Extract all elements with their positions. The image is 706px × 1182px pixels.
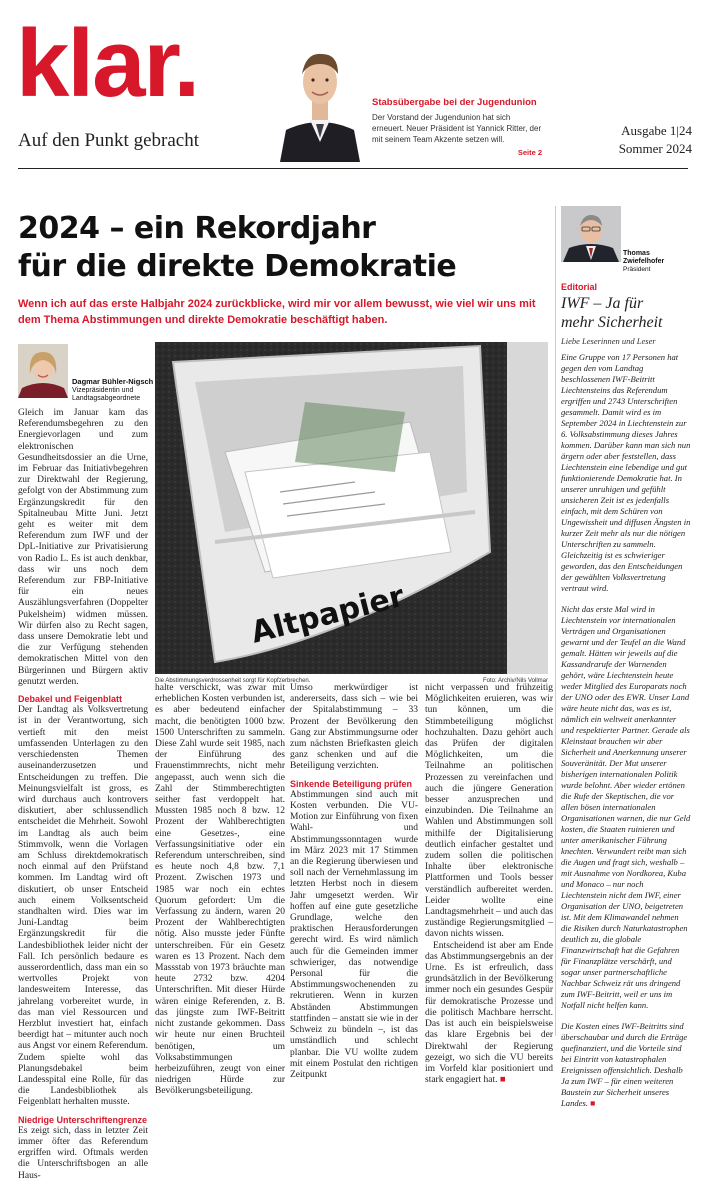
paragraph [561,1021,691,1109]
logo: klar. [16,10,199,117]
editorial-author-photo [561,206,621,262]
article-photo [155,342,548,674]
paragraph: Nicht das erste Mal wird in Liechtenstein vor internationalen Verträgen und Organisationen gewarnt und der Teufel an die Wand gemalt. Hätten wir jeweils auf die Kassandrarufe der Warnenden gehört, wäre Liechtenstein heute weder Mitglied des Europarats noch der UNO oder des EWR. Unser Land wäre heute nicht das, was es ist, nämlich ein weltweit anerkannter und respektierter Partner. Gerade als Kleinstaat brauchen wir aber Sicherheit und Anerkennung unserer Souveränität. Der Mut unserer bisherigen internationalen Politik wurde belohnt. Aber wieder ertönen die Rufe der Skeptischen, die vor allen bösen internationalen Organisationen warnen, die nur Geld kosten, die Staaten ruinieren und unter amerikanischer Führung knechten. Verwundert reibt man sich die Augen und fragt sich, weshalb – mit Ausnahme von Nordkorea, Kuba und Monaco – nur noch Liechtenstein nicht dem IWF, einer Organisation der UNO, beigetreten ist. Mit dem Klimawandel nehmen die Risiken durch Naturkatastrophen deutlich zu, die globale Finanzwirtschaft hat die Gefahren für Finanzplätze verschärft, und sogar unser partnerschaftliche Nachbar Schweiz rät uns dringend zum IWF-Beitritt, weil er uns im Notfall nicht helfen kann. [561,604,691,1010]
paragraph-text: Entscheidend ist aber am Ende das Abstimmungsergebnis an der Urne. Es ist erfreulich, dass grundsätzlich in der Bevölkerung immer noch ein gesundes Gespür für demokratische Prozesse und die politisch Machbare herrscht. Das ist auch ein beispielsweise das klare Ergebnis bei der Direktwahl der Regierung gezeigt, wo sich die VU bereits im Vorfeld klar positioniert und stark engagiert hat. [425,940,553,1086]
end-mark: ■ [499,1075,506,1086]
article-column-4 [425,683,553,1086]
teaser-box[interactable] [372,97,542,157]
paragraph: Abstimmungen sind auch mit Kosten verbunden. Die VU-Motion zur Einführung von fixen Wahl- und Abstimmungssonntagen wurde im März 2023 mit 17 Stimmen an die Regierung überwiesen und soll nach der Vernehmlassung im letzten Herbst noch in diesem Jahr umgesetzt werden. Wir hoffen auf eine gute gesetzliche Grundlage, welche den praktischen Herausforderungen gerecht wird. Es wird nämlich auch für die Gemeinden immer schwieriger, das notwendige Personal für die Abstimmungswochenenden zu rekrutieren. Wenn in kurzen Abständen Abstimmungen stattfinden – anstatt sie wie in der Schweiz zu bündeln –, ist das umständlich und schlecht planbar. Die VU wollte zudem mit einem Postulat den richtigen Zeitpunkt [290,789,418,1080]
author-name: Dagmar Bühler-Nigsch [72,377,154,386]
article-title [18,210,548,286]
article-title-line2: für die direkte Demokratie [18,249,457,284]
editorial-author-name: Thomas Zwiefelhofer [623,250,665,265]
author-caption [72,378,153,403]
editorial-title [561,294,691,332]
article-author [18,344,158,400]
author-role-1: Vizepräsidentin und [72,387,134,394]
author-role-2: Landtagsabgeordnete [72,395,141,402]
article-column-1 [18,408,148,1182]
article-column-2 [155,683,285,1098]
issue-info [592,122,692,158]
caption-text: Die Abstimmungsverdrossenheit sorgt für Kopfzerbrechen. [155,678,311,684]
editorial-label: Editorial [561,282,598,292]
editorial-title-line1: IWF – Ja für [561,295,644,312]
paragraph: Gleich im Januar kam das Referendumsbegehren zu den Energievorlagen und zum elektronischen Gesundheitsdossier an die Urne, im Februar das Initiativbegehren zur Direktwahl der Regierung, gefolgt von der Abstimmung zum Ergänzungskredit für den Spitalneubau Mitte Juni. Jetzt geht es weiter mit dem Referendum zum IWF und der DpL-Initiative zur Privatisierung von Radio L. Es ist auch denkbar, dass wir uns noch dem Referendum zur FBP-Initiative für ein neues Auszählungsverfahren (Doppelter Pukelsheim) widmen müssen. Wir dürfen also zu Recht sagen, dass unsere Demokratie lebt und die zur Verfügung stehenden demokratischen Mittel von den Bürgerinnen und Bürgern aktiv genutzt werden. [18,408,148,687]
end-mark: ■ [590,1098,596,1108]
article-title-line1: 2024 – ein Rekordjahr [18,211,376,246]
paragraph [425,941,553,1087]
subheading-beteiligung: Sinkende Beteiligung prüfen [290,778,413,789]
paragraph: halte verschickt, was zwar mit erheblichen Kosten verbunden ist, es aber bedeutend einfacher macht, die benötigten 1000 bzw. 1500 Unterschriften zu sammeln. Diese Zahl wurde seit 1985, nach der Einführung des Frauenstimmrechts, nicht mehr angepasst, auch wenn sich die Zahl der Stimmberechtigten seither fast verdoppelt hat. Mussten 1985 noch 8 bzw. 12 Prozent der Wahlberechtigten eine Gesetzes-, eine Verfassungsinitiative oder ein Referendum unterschreiben, sind es heute noch 4,8 bzw. 7,1 Prozent. Zwischen 1973 und 1985 war noch ein echtes Quorum gefordert: Um die Verfassung zu ändern, waren 20 Prozent der Wahlberechtigten nötig. Also musste jeder Fünfte unterschreiben. Für ein Gesetz waren es 13 Prozent. Nach dem Massstab von 1973 bräuchte man heute 2732 bzw. 4204 Unterschriften. Mit dieser Hürde wären einige Referenden, z. B. das jüngste zum IWF-Beitritt nicht zustande gekommen. Dass wir heute nur einen Bruchteil benötigen, um Volksabstimmungen herbeizuführen, zeugt von einer niedrigen Hürde zur Bevölkerungsbeteiligung. [155,683,285,1097]
paragraph: Eine Gruppe von 17 Personen hat gegen den vom Landtag beschlossenen IWF-Beitritt Liechtensteins das Referendum ergriffen und 2743 Unterschriften gesammelt. Damit wird es im September 2024 in Liechtenstein zur 6. Volksabstimmung dieses Jahres kommen. Darüber kann man sich nun ärgern oder aber feststellen, dass Liechtenstein eine lebendige und gut funktionierende Demokratie hat. In unserer unruhigen und gefühlt unsicheren Zeit ist es jedenfalls einfach, mit dem Schüren von Ungewissheit und diffusen Ängsten in kurzer Zeit mehr als nur die nötigen Unterschriften zu sammeln. Gleichzeitig ist es schwieriger geworden, das den Entscheidungen der gewählten Volksvertretung vertraut wird. [561,352,691,593]
photo-credit: Foto: Archiv/Nils Vollmar [482,678,548,684]
tagline: Auf den Punkt gebracht [18,130,199,151]
subheading-debakel: Debakel und Feigenblatt [18,694,123,705]
editorial-author-role: Präsident [623,266,651,273]
article-column-3 [290,683,418,1081]
editorial-title-line2: mehr Sicherheit [561,314,663,331]
teaser-text: Der Vorstand der Jugendunion hat sich erneuert. Neuer Präsident ist Yannick Ritter, der mit seinem Team Akzente setzen will. [372,113,542,144]
editorial-author-caption [623,250,691,274]
issue-number: Ausgabe 1|24 [621,123,692,138]
teaser-headline: Stabsübergabe bei der Jugendunion [372,97,537,108]
subheading-unterschriften: Niedrige Unterschriftengrenze [18,1114,148,1125]
paragraph: Der Landtag als Volksvertretung ist in der Verantwortung, sich vertieft mit den meist umfassenden Unterlagen zu den verschiedensten Themen auseinanderzusetzen und Entscheidungen zu treffen. Die Meinungsvielfalt ist gross, es wird durchaus auch kontrovers diskutiert, aber schlussendlich entscheidet die Mehrheit. Sowohl im Landtag als auch beim Stimmvolk, wenn die Vorlagen am Schluss direktdemokratisch noch einmal auf den Prüfstand kommen. Im Landtag wird oft diskutiert, ob unser Entscheid auch einem Volksentscheid standhalten wird. Dies war im Juni-Landtag beim Ergänzungskredit für die Landesbibliothek leider nicht der Fall. Ich persönlich bedaure es ausserordentlich, dass man ein so wertvolles Projekt von landesweitem Interesse, das jahrelang vorbereitet wurde, in das man viel Ressourcen und Herzblut investiert hat, einfach beerdigt hat – mitunter auch noch aus Angst vor einem Referendum. Zudem spielte wohl das Planungsdebakel beim Landesspital eine Rolle, für das die Landesbibliothek als Feigenblatt herhalten musste. [18,705,148,1108]
paragraph: nicht verpassen und frühzeitig Möglichkeiten eruieren, was wir tun können, um die Stimmbeteiligung möglichst hochzuhalten. Dazu gehört auch das Prüfen der digitalen Möglichkeiten, um die Teilnahme an politischen Prozessen zu vereinfachen und auch die jüngere Generation besser anzusprechen und einzubinden. Die Teilnahme an Wahlen und Abstimmungen soll mithilfe der Digitalisierung deutlich einfacher gestaltet und zudem sollen die politischen Inhalte über elektronische Plattformen und Tools besser verständlich aufbereitet werden. Leider wollte eine Landtagsmehrheit – und auch das zuständige Regierungsmitglied – davon nichts wissen. [425,683,553,940]
paragraph-text: Die Kosten eines IWF-Beitritts sind überschaubar und durch die Erträge quefinanziert, und die Vorteile sind bei Eintritt von katastrophalen Ereignissen offensichtlich. Deshalb Ja zum IWF – für einen weiteren Baustein zur Sicherheit unseres Landes. [561,1021,688,1108]
photo-box-label: Altpapier [247,578,408,651]
editorial-body [561,352,691,1119]
masthead-divider [18,168,688,169]
editorial-greeting: Liebe Leserinnen und Leser [561,336,656,346]
issue-season: Sommer 2024 [618,141,692,156]
paragraph: Umso merkwürdiger ist andererseits, dass sich – wie bei der Spitalabstimmung – 33 Prozent der Bevölkerung den Gang zur Abstimmungsurne oder zum nächsten Briefkasten gleich ganz schenken und auf die Beteiligung verzichten. [290,683,418,772]
teaser-page[interactable]: Seite 2 [517,148,542,157]
article-lead: Wenn ich auf das erste Halbjahr 2024 zurückblicke, wird mir vor allem bewusst, wie viel wir uns mit dem Thema Abstimmungen und direkte Demokratie beschäftigt haben. [18,298,536,326]
teaser-portrait [276,34,364,162]
sidebar-divider [555,206,556,1036]
author-photo [18,344,68,398]
paragraph: Es zeigt sich, dass in letzter Zeit immer öfter das Referendum ergriffen wird. Oftmals werden die Unterschriftsbogen an alle Haus- [18,1125,148,1181]
